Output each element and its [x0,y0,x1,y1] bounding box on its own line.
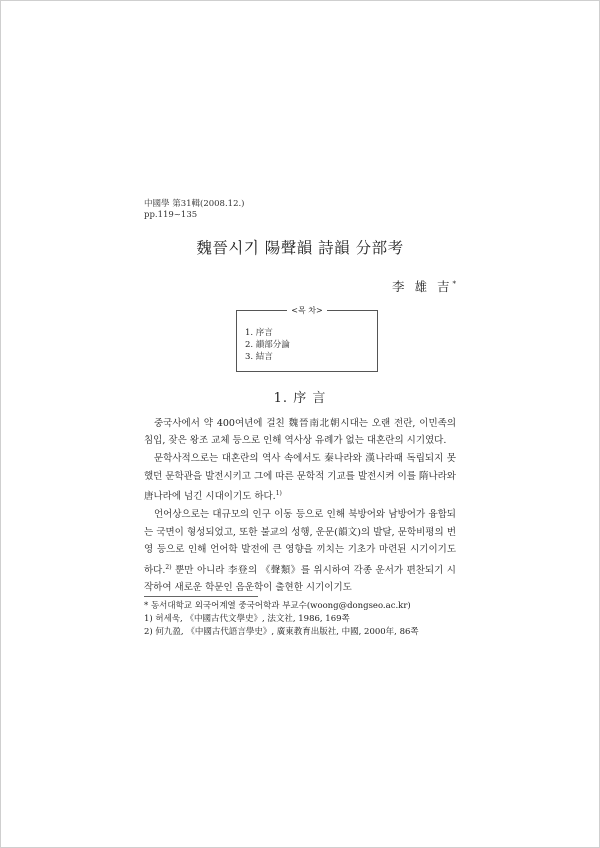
footnote-ref: 1) [275,490,282,498]
author-name: 李 雄 吉 [392,279,453,294]
toc-item: 3. 結言 [245,352,273,362]
footnote-ref: 2) [165,563,172,571]
footnote: 1) 허세욱, 《中國古代文學史》, 法文社, 1986, 169쪽 [144,614,350,624]
section-heading: 1. 序 言 [273,391,327,406]
author [392,277,456,295]
footnote-divider [144,596,258,597]
footnote: * 동서대학교 외국어계열 중국어학과 부교수(woong@dongseo.ac.kr) [144,601,411,611]
page-range: pp.119~135 [144,210,198,220]
table-of-contents [236,306,378,372]
author-footnote-mark: * [452,279,456,288]
toc-item: 2. 韻部分論 [245,340,290,350]
toc-list [245,327,290,363]
body-text [144,415,456,597]
journal-issue: 中國學 第31輯(2008.12.) [144,199,245,209]
journal-info [144,199,245,221]
footnote: 2) 何九盈, 《中國古代語言學史》, 廣東教育出版社, 中國, 2000年, 86쪽 [144,627,419,637]
paper-title: 魏晉시기 陽聲韻 詩韻 分部考 [196,239,404,257]
footnotes [144,600,456,639]
paragraph: 문학사적으로는 대혼란의 역사 속에서도 秦나라와 漢나라때 독립되지 못했던 문학관을 발전시키고 그에 따른 문학적 기교를 발전시켜 이를 隋나라와 唐나라에 넘긴 시대이기도 하다.$^{1)}$ [144,453,456,503]
toc-title: <목 차> [237,305,377,316]
paragraph: 중국사에서 약 400여년에 걸친 魏晉南北朝시대는 오랜 전란, 이민족의 침입, 잦은 왕조 교체 등으로 인해 역사상 유례가 없는 대혼란의 시기였다. [144,418,456,447]
toc-item: 1. 序言 [245,328,273,338]
paragraph: 언어상으로는 대규모의 인구 이동 등으로 인해 북방어와 남방어가 융합되는 국면이 형성되었고, 또한 불교의 성행, 운문(韻文)의 발달, 문학비평의 번영 등으로 인해 언어학 발전에 큰 영향을 끼치는 기초가 마련된 시기이기도 하다.$^{2)}$ 뿐만 아니라 李登의 《聲類》를 위시하여 각종 운서가 편찬되기 시작하여 새로운 학문인 음운학이 출현한 시기이기도 [144,509,456,594]
